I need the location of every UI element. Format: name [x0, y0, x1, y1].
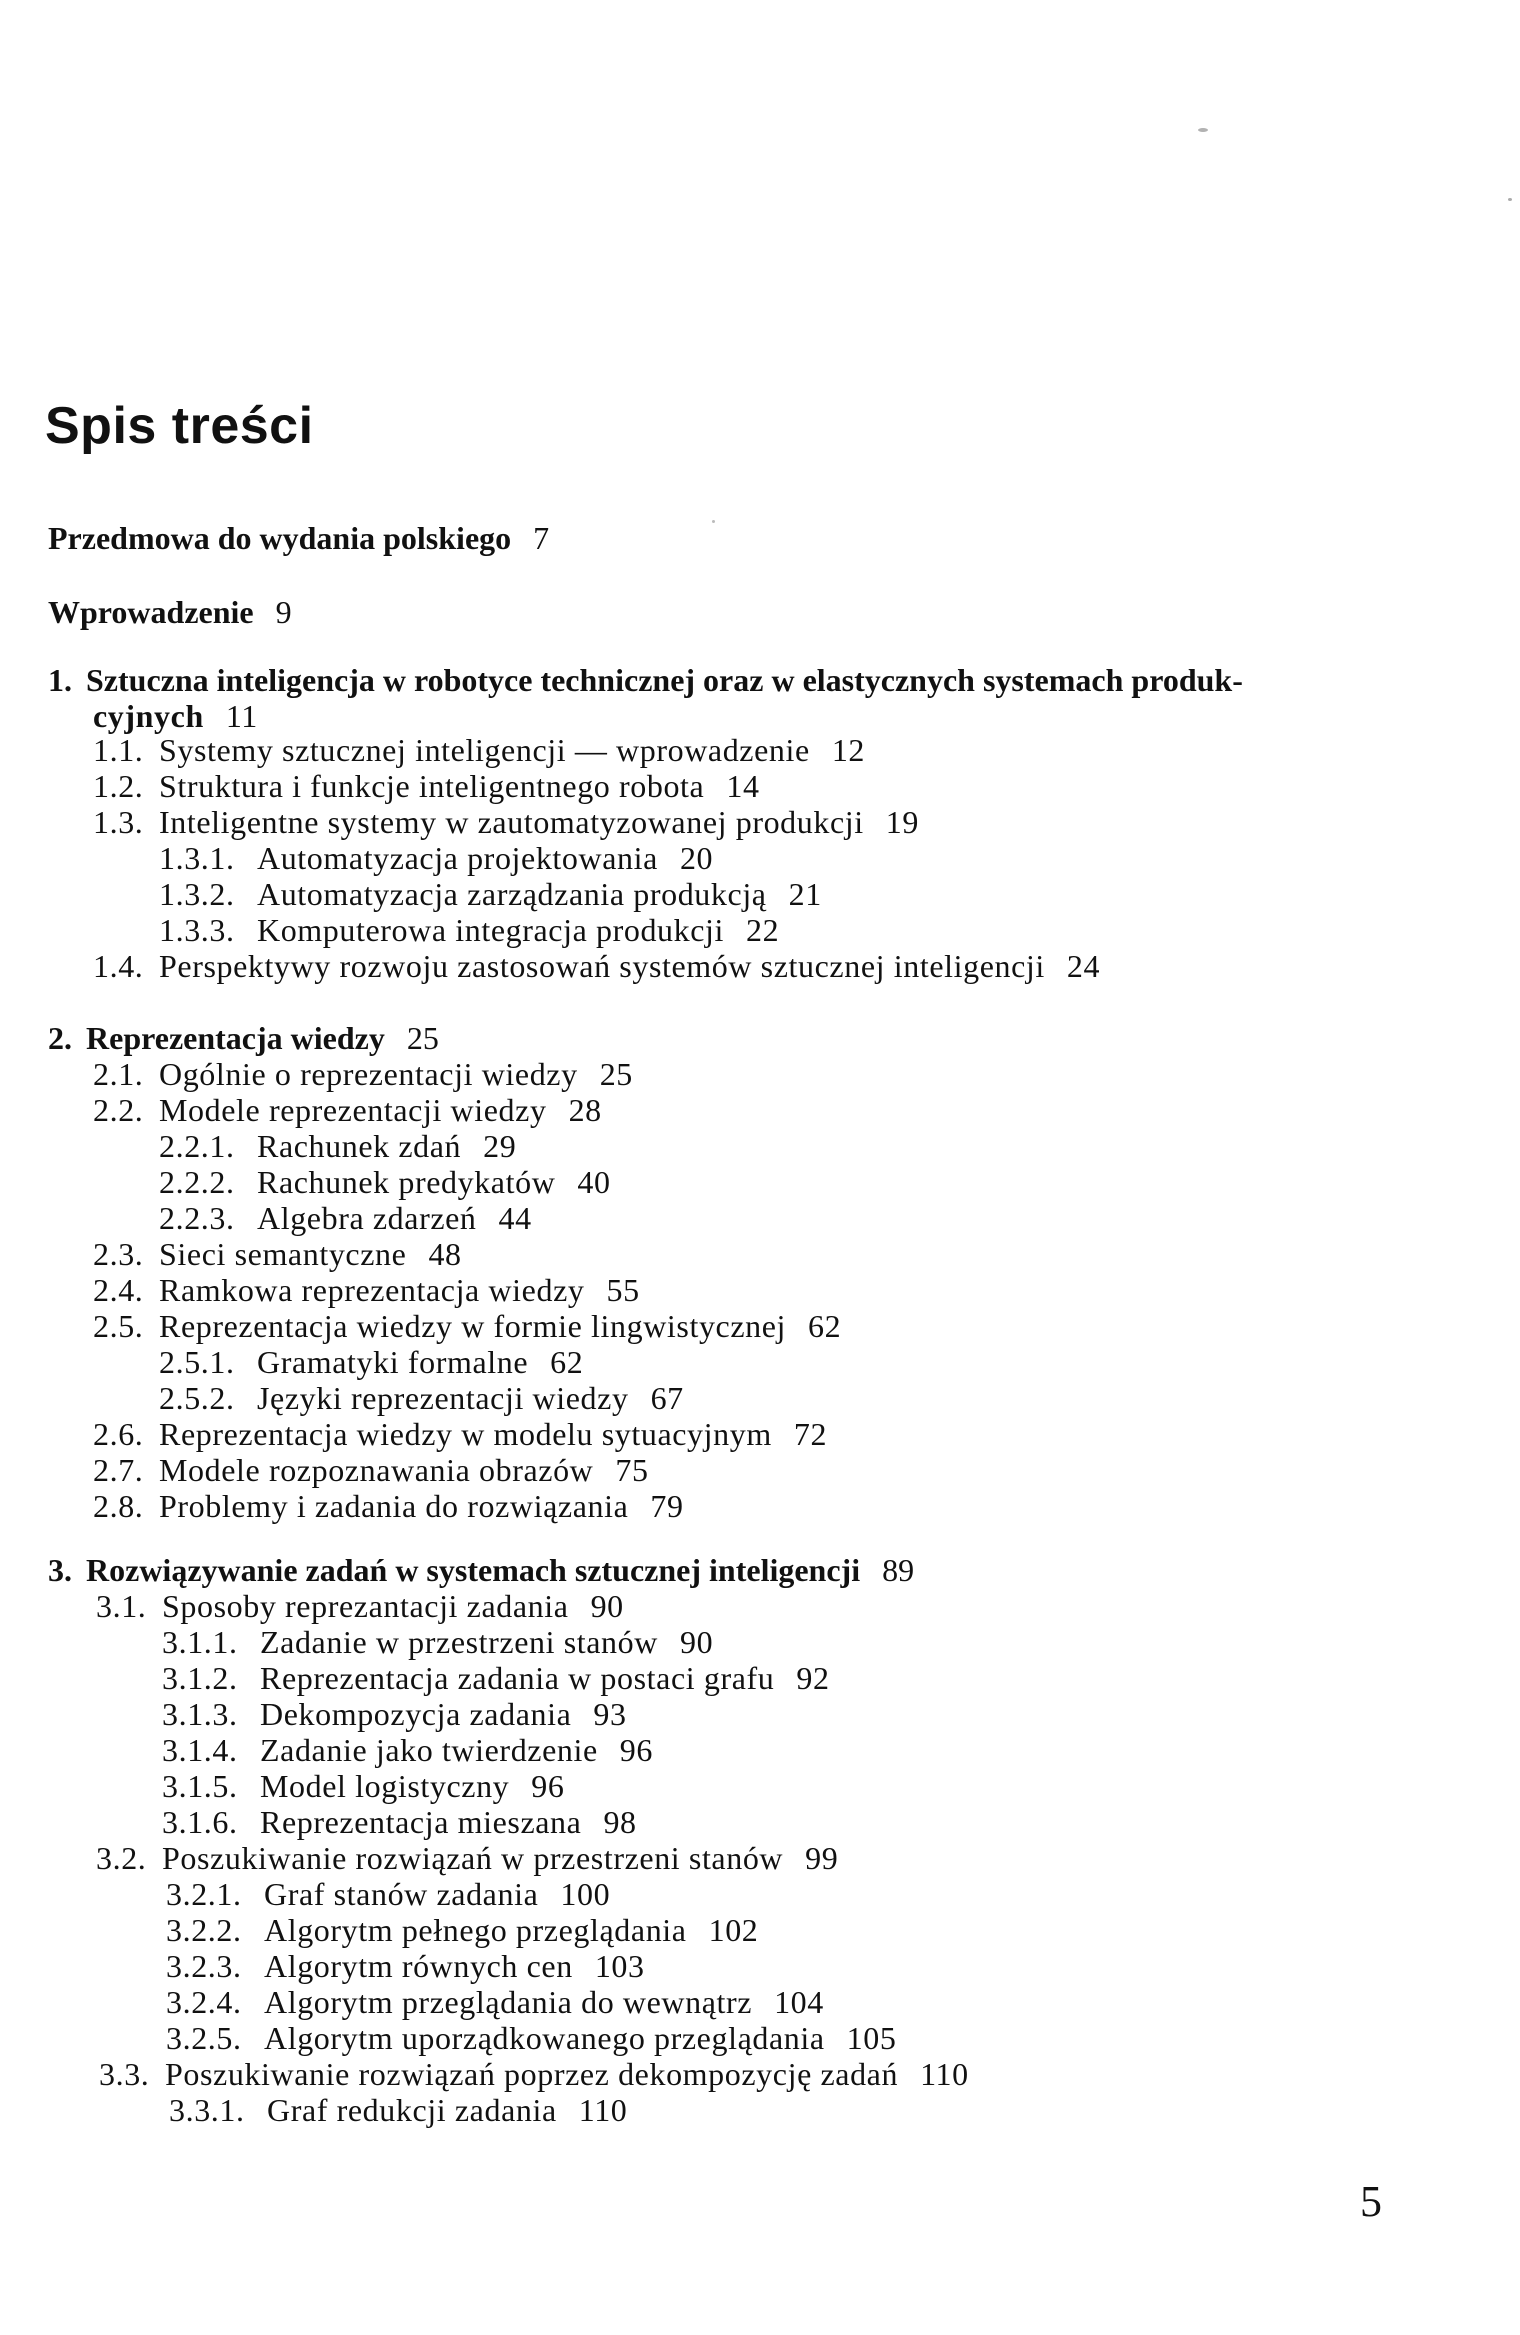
entry-page: 22	[746, 912, 780, 948]
subsection-number: 3.3.1.	[169, 2092, 245, 2128]
toc-section	[93, 1056, 633, 1092]
section-number: 1.3.	[93, 804, 144, 840]
toc-subsection	[166, 1876, 610, 1912]
section-number: 2.3.	[93, 1236, 144, 1272]
section-text: Inteligentne systemy w zautomatyzowanej produkcji	[159, 804, 864, 840]
subsection-number: 3.1.6.	[162, 1804, 238, 1840]
subsection-text: Model logistyczny	[260, 1768, 510, 1804]
section-text: Ramkowa reprezentacja wiedzy	[159, 1272, 585, 1308]
section-text: Poszukiwanie rozwiązań poprzez dekompozycję zadań	[165, 2056, 899, 2092]
section-text: Struktura i funkcje inteligentnego robota	[159, 768, 705, 804]
subsection-number: 3.1.3.	[162, 1696, 238, 1732]
section-text: Ogólnie o reprezentacji wiedzy	[159, 1056, 578, 1092]
entry-page: 40	[577, 1164, 611, 1200]
chapter-number: 2.	[48, 1020, 72, 1056]
subsection-number: 2.2.3.	[159, 1200, 235, 1236]
section-number: 1.2.	[93, 768, 144, 804]
subsection-text: Zadanie w przestrzeni stanów	[260, 1624, 658, 1660]
toc-chapter-3	[48, 1552, 914, 1588]
entry-page: 92	[796, 1660, 830, 1696]
page-title: Spis treści	[45, 397, 314, 455]
entry-page: 100	[560, 1876, 611, 1912]
toc-section	[93, 732, 865, 768]
subsection-number: 3.2.5.	[166, 2020, 242, 2056]
section-text: Sieci semantyczne	[159, 1236, 407, 1272]
entry-page: 11	[225, 698, 258, 734]
scan-speck	[1508, 198, 1512, 201]
chapter-title-line-2: cyjnych	[93, 698, 204, 734]
subsection-number: 3.2.1.	[166, 1876, 242, 1912]
toc-section	[93, 1416, 827, 1452]
toc-subsection	[162, 1624, 713, 1660]
toc-subsection	[166, 1912, 758, 1948]
section-number: 1.1.	[93, 732, 144, 768]
entry-page: 75	[615, 1452, 649, 1488]
toc-subsection	[166, 1948, 645, 1984]
subsection-number: 1.3.3.	[159, 912, 235, 948]
subsection-text: Rachunek zdań	[257, 1128, 462, 1164]
toc-section	[93, 948, 1100, 984]
entry-page: 62	[808, 1308, 842, 1344]
entry-page: 93	[593, 1696, 627, 1732]
toc-section	[93, 1092, 602, 1128]
subsection-number: 2.5.2.	[159, 1380, 235, 1416]
subsection-text: Reprezentacja mieszana	[260, 1804, 582, 1840]
entry-page: 103	[594, 1948, 645, 1984]
section-number: 1.4.	[93, 948, 144, 984]
toc-entry-preface	[48, 520, 549, 556]
toc-subsection	[166, 2020, 896, 2056]
toc-subsection	[159, 1200, 532, 1236]
toc-subsection	[159, 1344, 583, 1380]
scan-speck	[712, 520, 715, 523]
entry-page: 96	[619, 1732, 653, 1768]
entry-page: 104	[774, 1984, 824, 2020]
toc-subsection	[166, 1984, 824, 2020]
chapter-title-line-1: Sztuczna inteligencja w robotyce technicznej oraz w elastycznych systemach produk-	[86, 662, 1243, 698]
toc-subsection	[162, 1732, 653, 1768]
toc-chapter-1	[48, 662, 1243, 698]
subsection-text: Dekompozycja zadania	[260, 1696, 572, 1732]
section-text: Systemy sztucznej inteligencji — wprowadzenie	[159, 732, 810, 768]
entry-page: 99	[805, 1840, 839, 1876]
subsection-number: 3.2.3.	[166, 1948, 242, 1984]
toc-subsection	[162, 1804, 637, 1840]
section-number: 2.7.	[93, 1452, 144, 1488]
subsection-text: Reprezentacja zadania w postaci grafu	[260, 1660, 775, 1696]
toc-section	[93, 768, 760, 804]
toc-entry-introduction	[48, 594, 292, 630]
section-number: 3.1.	[96, 1588, 147, 1624]
toc-chapter-1-continuation	[93, 698, 258, 734]
entry-page: 98	[603, 1804, 637, 1840]
chapter-title: Reprezentacja wiedzy	[86, 1020, 385, 1056]
entry-page: 12	[831, 732, 866, 768]
page-number: 5	[1360, 2177, 1382, 2226]
section-text: Problemy i zadania do rozwiązania	[159, 1488, 629, 1524]
subsection-text: Komputerowa integracja produkcji	[257, 912, 725, 948]
entry-page: 102	[708, 1912, 759, 1948]
entry-page: 105	[846, 2020, 897, 2056]
section-number: 2.5.	[93, 1308, 144, 1344]
toc-section	[96, 1588, 624, 1624]
entry-page: 24	[1066, 948, 1101, 984]
entry-page: 89	[882, 1552, 915, 1588]
subsection-text: Algorytm uporządkowanego przeglądania	[264, 2020, 825, 2056]
toc-subsection	[159, 1164, 611, 1200]
section-number: 2.1.	[93, 1056, 144, 1092]
section-text: Modele rozpoznawania obrazów	[159, 1452, 594, 1488]
section-text: Reprezentacja wiedzy w formie lingwistycznej	[159, 1308, 787, 1344]
subsection-number: 3.1.2.	[162, 1660, 238, 1696]
toc-subsection	[159, 1380, 684, 1416]
entry-page: 55	[606, 1272, 640, 1308]
section-text: Reprezentacja wiedzy w modelu sytuacyjnym	[159, 1416, 772, 1452]
entry-page: 25	[406, 1020, 439, 1056]
toc-section	[93, 1308, 841, 1344]
entry-page: 19	[885, 804, 919, 840]
subsection-number: 3.1.1.	[162, 1624, 238, 1660]
section-number: 2.8.	[93, 1488, 144, 1524]
entry-page: 90	[679, 1624, 714, 1660]
subsection-number: 1.3.1.	[159, 840, 235, 876]
entry-page: 29	[483, 1128, 517, 1164]
entry-page: 48	[428, 1236, 462, 1272]
chapter-number: 3.	[48, 1552, 72, 1588]
entry-page: 14	[726, 768, 760, 804]
subsection-text: Algorytm równych cen	[264, 1948, 573, 1984]
toc-subsection	[159, 1128, 516, 1164]
entry-page: 9	[275, 594, 292, 630]
entry-page: 110	[578, 2092, 628, 2128]
section-number: 2.6.	[93, 1416, 144, 1452]
subsection-text: Algorytm przeglądania do wewnątrz	[264, 1984, 753, 2020]
toc-section	[93, 1452, 649, 1488]
toc-section	[99, 2056, 969, 2092]
toc-subsection	[162, 1660, 830, 1696]
toc-section	[93, 804, 919, 840]
subsection-text: Rachunek predykatów	[257, 1164, 556, 1200]
section-number: 3.2.	[96, 1840, 147, 1876]
entry-page: 21	[788, 876, 822, 912]
chapter-title: Rozwiązywanie zadań w systemach sztucznej inteligencji	[86, 1552, 861, 1588]
subsection-number: 3.1.5.	[162, 1768, 238, 1804]
entry-page: 90	[590, 1588, 624, 1624]
subsection-number: 1.3.2.	[159, 876, 235, 912]
toc-subsection	[159, 840, 713, 876]
section-number: 2.4.	[93, 1272, 144, 1308]
toc-subsection	[159, 876, 822, 912]
entry-page: 28	[568, 1092, 602, 1128]
section-text: Poszukiwanie rozwiązań w przestrzeni stanów	[162, 1840, 784, 1876]
subsection-text: Algorytm pełnego przeglądania	[264, 1912, 687, 1948]
toc-subsection	[162, 1768, 564, 1804]
section-text: Modele reprezentacji wiedzy	[159, 1092, 547, 1128]
section-text: Sposoby reprezantacji zadania	[162, 1588, 569, 1624]
entry-page: 62	[550, 1344, 584, 1380]
subsection-text: Automatyzacja zarządzania produkcją	[257, 876, 767, 912]
subsection-text: Języki reprezentacji wiedzy	[257, 1380, 629, 1416]
section-number: 3.3.	[99, 2056, 150, 2092]
entry-text: Przedmowa do wydania polskiego	[48, 520, 512, 556]
subsection-text: Automatyzacja projektowania	[257, 840, 658, 876]
subsection-number: 2.2.1.	[159, 1128, 235, 1164]
section-text: Perspektywy rozwoju zastosowań systemów sztucznej inteligencji	[159, 948, 1045, 984]
subsection-number: 2.5.1.	[159, 1344, 235, 1380]
subsection-text: Zadanie jako twierdzenie	[260, 1732, 598, 1768]
subsection-text: Gramatyki formalne	[257, 1344, 529, 1380]
subsection-text: Algebra zdarzeń	[257, 1200, 477, 1236]
entry-page: 79	[650, 1488, 684, 1524]
toc-chapter-2	[48, 1020, 439, 1056]
entry-page: 96	[531, 1768, 565, 1804]
entry-page: 110	[920, 2056, 969, 2092]
entry-page: 72	[793, 1416, 828, 1452]
subsection-number: 3.2.4.	[166, 1984, 242, 2020]
entry-page: 44	[498, 1200, 532, 1236]
entry-text: Wprowadzenie	[48, 594, 254, 630]
entry-page: 20	[679, 840, 714, 876]
subsection-number: 2.2.2.	[159, 1164, 235, 1200]
subsection-text: Graf stanów zadania	[264, 1876, 539, 1912]
toc-section	[93, 1236, 462, 1272]
entry-page: 67	[650, 1380, 684, 1416]
subsection-text: Graf redukcji zadania	[267, 2092, 557, 2128]
section-number: 2.2.	[93, 1092, 144, 1128]
subsection-number: 3.1.4.	[162, 1732, 238, 1768]
toc-subsection	[162, 1696, 627, 1732]
chapter-number: 1.	[48, 662, 72, 698]
subsection-number: 3.2.2.	[166, 1912, 242, 1948]
toc-subsection	[169, 2092, 627, 2128]
toc-subsection	[159, 912, 779, 948]
toc-section	[96, 1840, 838, 1876]
toc-section	[93, 1488, 684, 1524]
entry-page: 7	[533, 520, 550, 556]
scan-speck	[1198, 128, 1208, 132]
toc-section	[93, 1272, 640, 1308]
entry-page: 25	[599, 1056, 633, 1092]
